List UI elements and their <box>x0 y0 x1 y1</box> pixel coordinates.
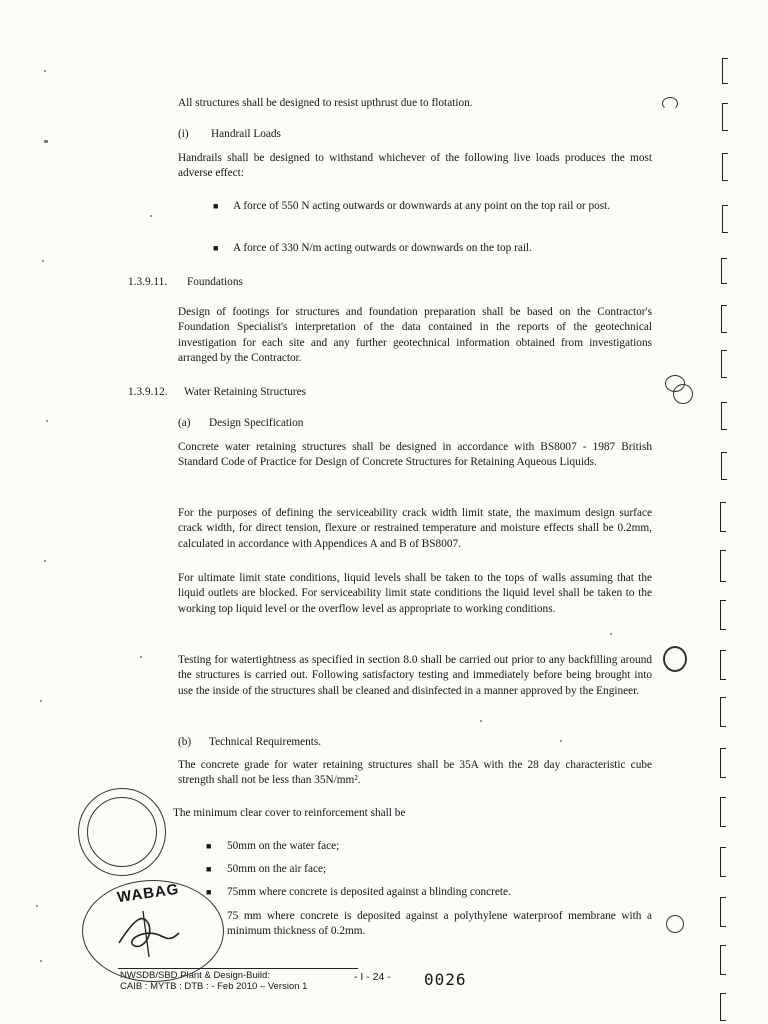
foundations-paragraph: Design of footings for structures and foundation preparation shall be based on the Contractor's Foundation Specialist's interpretation of the data contained in the reports of the geotechnical investigation for each site and any further geotechnical information obtained from investigations arranged by the Contractor. <box>178 306 652 365</box>
company-seal <box>78 788 166 876</box>
bullet-icon: ■ <box>213 201 219 211</box>
bullet-icon: ■ <box>206 887 212 897</box>
signature-icon <box>83 881 223 981</box>
water-heading: Water Retaining Structures <box>184 386 307 398</box>
foundations-heading: Foundations <box>187 276 243 288</box>
footer-line-1: NWSDB/SBD Plant & Design-Build: <box>120 970 270 981</box>
design-number: (a) <box>178 417 191 429</box>
foundations-number: 1.3.9.11. <box>128 276 168 288</box>
bullet-icon: ■ <box>213 243 219 253</box>
tech-number: (b) <box>178 736 192 748</box>
footer-rule <box>118 968 358 969</box>
grade-paragraph: The concrete grade for water retaining structures shall be 35A with the 28 day characteristic cube strength shall not be less than 35N/mm². <box>178 759 652 787</box>
wabag-stamp-text: WABAG <box>116 880 181 907</box>
design-heading: Design Specification <box>209 417 304 429</box>
binder-hole-mark <box>666 915 684 933</box>
design-paragraph-4: Testing for watertightness as specified in section 8.0 shall be carried out prior to any backfilling around the structures is carried out. Following satisfactory testing and immediately before being brought into use the inside of the structures shall be cleaned and disinfected in a manner approved by the Engineer. <box>178 654 652 697</box>
wabag-stamp <box>82 880 224 982</box>
design-paragraph-3: For ultimate limit state conditions, liquid levels shall be taken to the tops of walls assuming that the liquid outlets are blocked. For serviceability limit state conditions the liquid level shall be taken to the working top liquid level or the overflow level as appropriate to working conditions. <box>178 572 652 615</box>
binder-hole-mark <box>663 646 687 672</box>
cover-bullet-4: 75 mm where concrete is deposited against a polythylene waterproof membrane with a minimum thickness of 0.2mm. <box>227 910 652 938</box>
bullet-icon: ■ <box>206 864 212 874</box>
footer-line-2: CAIB : MYTB : DTB : - Feb 2010 – Version 1 <box>120 981 308 992</box>
cover-bullet-3: 75mm where concrete is deposited against a blinding concrete. <box>227 886 511 898</box>
page-number: 0026 <box>424 970 467 989</box>
cover-bullet-1: 50mm on the water face; <box>227 840 340 852</box>
handrail-number: (i) <box>178 128 189 140</box>
page-reference: - I - 24 - <box>354 971 391 983</box>
water-number: 1.3.9.12. <box>128 386 168 398</box>
handrail-bullet-1: A force of 550 N acting outwards or downwards at any point on the top rail or post. <box>233 200 611 212</box>
binder-hole-mark <box>673 384 693 404</box>
binder-hole-mark <box>662 97 678 110</box>
handrail-paragraph: Handrails shall be designed to withstand whichever of the following live loads produces the most adverse effect: <box>178 152 652 180</box>
design-paragraph-2: For the purposes of defining the serviceability crack width limit state, the maximum design surface crack width, for direct tension, flexure or restrained temperature and moisture effects shall be 0.2mm, calculated in accordance with Appendices A and B of BS8007. <box>178 507 652 550</box>
bullet-icon: ■ <box>206 841 212 851</box>
tech-heading: Technical Requirements. <box>209 736 322 748</box>
cover-bullet-2: 50mm on the air face; <box>227 863 327 875</box>
intro-text: All structures shall be designed to resist upthrust due to flotation. <box>178 97 473 109</box>
handrail-heading: Handrail Loads <box>211 128 281 140</box>
design-paragraph-1: Concrete water retaining structures shall be designed in accordance with BS8007 - 1987 British Standard Code of Practice for Design of Concrete Structures for Retaining Aqueous Liquids. <box>178 441 652 469</box>
company-seal-inner <box>87 797 157 867</box>
cover-intro: The minimum clear cover to reinforcement shall be <box>173 807 406 819</box>
handrail-bullet-2: A force of 330 N/m acting outwards or downwards on the top rail. <box>233 242 532 254</box>
